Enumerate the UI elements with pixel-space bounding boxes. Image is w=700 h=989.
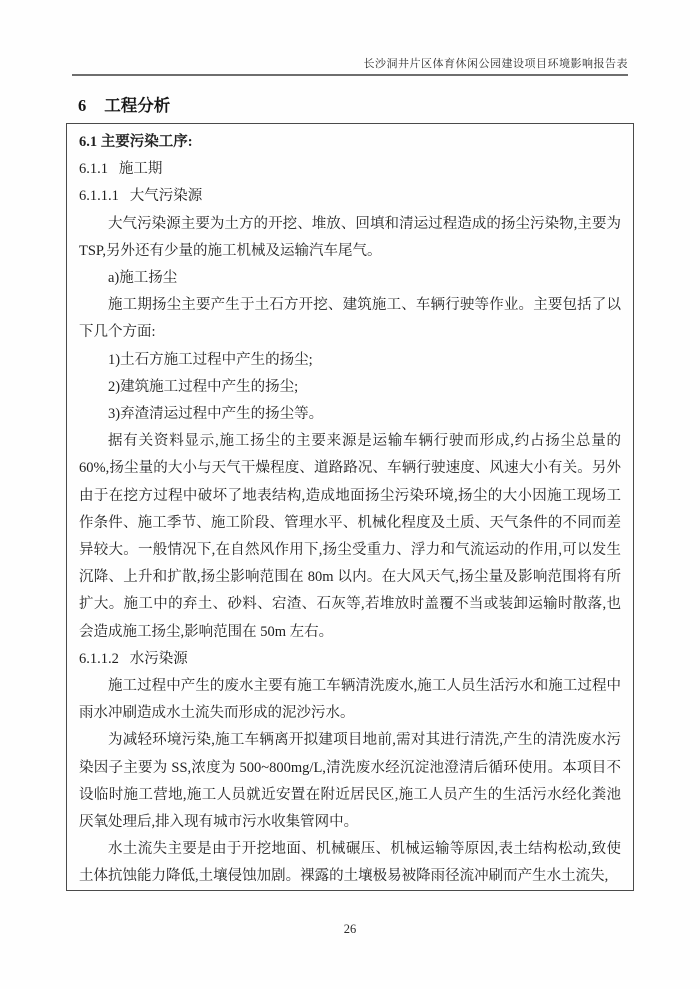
list-item: 1)土石方施工过程中产生的扬尘; bbox=[108, 351, 313, 368]
paragraph: 水土流失主要是由于开挖地面、机械碾压、机械运输等原因,表土结构松动,致使土体抗蚀能力降低,土壤侵蚀加剧。裸露的土壤极易被降雨径流冲刷而产生水土流失, bbox=[79, 841, 621, 885]
section-title: 工程分析 bbox=[104, 96, 171, 115]
paragraph: 据有关资料显示,施工扬尘的主要来源是运输车辆行驶而形成,约占扬尘总量的60%,扬尘量的大小与天气干燥程度、道路路况、车辆行驶速度、风速大小有关。另外由于在挖方过程中破坏了地表结构,造成地面扬尘污染环境,扬尘的大小因施工现场工作条件、施工季节、施工阶段、管理水平、机械化程度及土质、天气条件的不同而差异较大。一般情况下,在自然风作用下,扬尘受重力、浮力和气流运动的作用,可以发生沉降、上升和扩散,扬尘影响范围在 80m 以内。在大风天气,扬尘量及影响范围将有所扩大。施工中的弃土、砂料、宕渣、石灰等,若堆放时盖覆不当或装卸运输时散落,也会造成施工扬尘,影响范围在 50m 左右。 bbox=[79, 433, 621, 640]
subsection-heading: 6.1.1.2 水污染源 bbox=[79, 650, 188, 667]
paragraph: 施工期扬尘主要产生于土石方开挖、建筑施工、车辆行驶等作业。主要包括了以下几个方面: bbox=[79, 297, 621, 341]
list-item: 3)弃渣清运过程中产生的扬尘等。 bbox=[108, 406, 324, 423]
section-number: 6 bbox=[78, 96, 87, 115]
paragraph: 施工过程中产生的废水主要有施工车辆清洗废水,施工人员生活污水和施工过程中雨水冲刷造成水土流失而形成的泥沙污水。 bbox=[79, 678, 621, 722]
page-number: 26 bbox=[343, 922, 357, 936]
subsection-heading: 6.1.1.1 大气污染源 bbox=[79, 188, 203, 205]
section-heading bbox=[78, 92, 170, 116]
content-box bbox=[66, 123, 634, 891]
header-rule bbox=[72, 74, 628, 76]
subsection-heading: 6.1 主要污染工序: bbox=[79, 134, 193, 150]
list-item: 2)建筑施工过程中产生的扬尘; bbox=[108, 378, 299, 395]
subsection-heading: 6.1.1 施工期 bbox=[79, 161, 163, 178]
paragraph: a)施工扬尘 bbox=[108, 270, 178, 287]
running-header: 长沙洞井片区体育休闲公园建设项目环境影响报告表 bbox=[363, 58, 628, 70]
paragraph: 大气污染源主要为土方的开挖、堆放、回填和清运过程造成的扬尘污染物,主要为TSP,另外还有少量的施工机械及运输汽车尾气。 bbox=[79, 215, 621, 259]
paragraph: 为减轻环境污染,施工车辆离开拟建项目地前,需对其进行清洗,产生的清洗废水污染因子主要为 SS,浓度为 500~800mg/L,清洗废水经沉淀池澄清后循环使用。本项目不设临时施工营地,施工人员就近安置在附近居民区,施工人员产生的生活污水经化粪池厌氧处理后,排入现有城市污水收集管网中。 bbox=[79, 732, 621, 831]
